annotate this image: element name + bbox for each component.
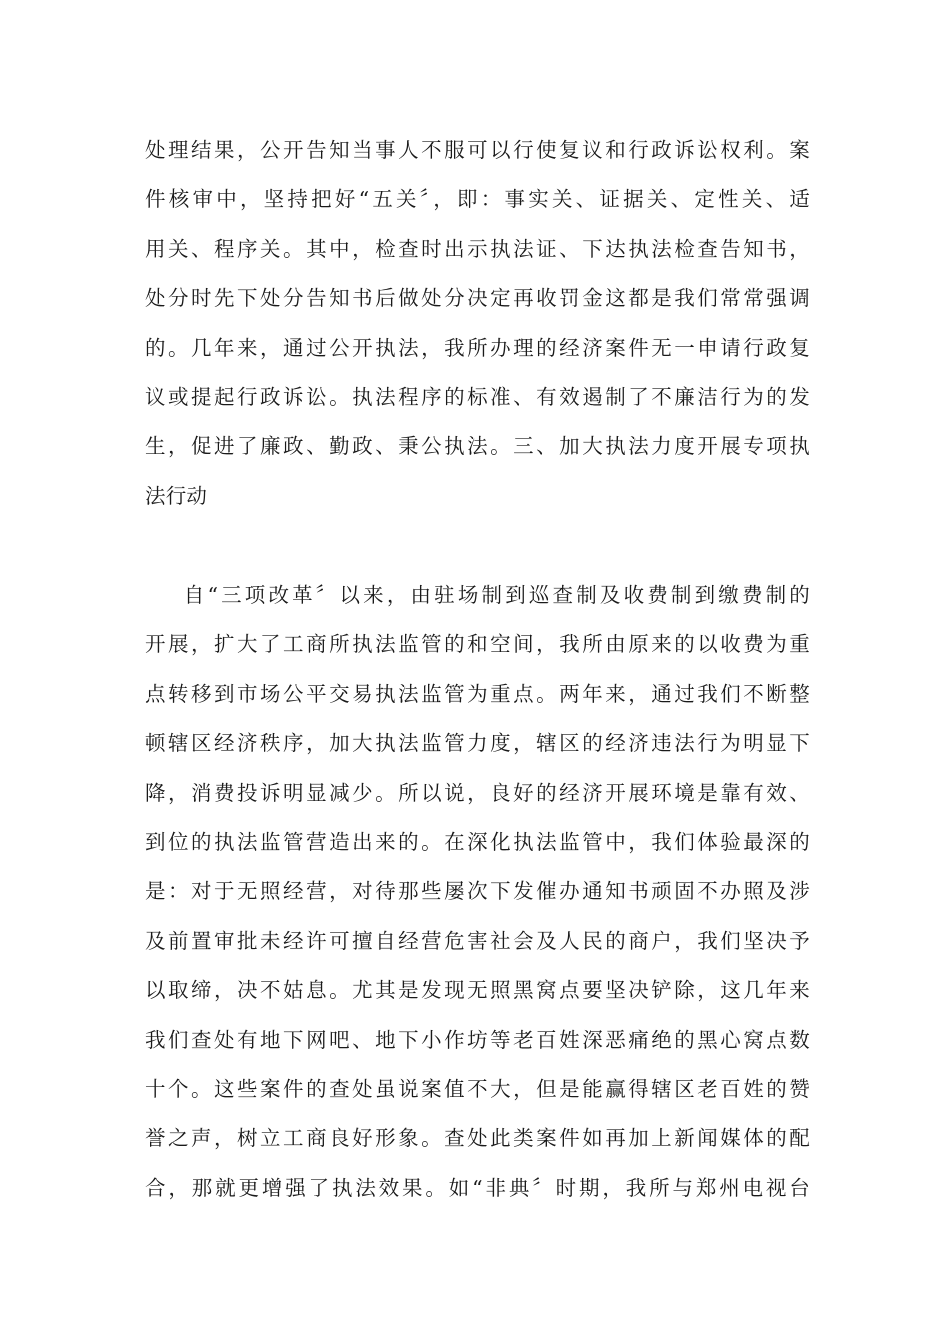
text-line: 以取缔，决不姑息。尤其是发现无照黑窝点要坚决铲除，这几年来 [145, 978, 810, 1003]
text-line: 十个。这些案件的查处虽说案值不大，但是能赢得辖区老百姓的赞 [145, 1076, 810, 1101]
text-line: 生，促进了廉政、勤政、秉公执法。三、加大执法力度开展专项执 [145, 434, 810, 459]
text-line: 件核审中，坚持把好“五关〞，即：事实关、证据关、定性关、适 [145, 187, 810, 212]
text-line: 处理结果，公开告知当事人不服可以行使复议和行政诉讼权利。案 [145, 138, 810, 162]
text-line: 及前置审批未经许可擅自经营危害社会及人民的商户，我们坚决予 [145, 928, 810, 953]
text-line: 的。几年来，通过公开执法，我所办理的经济案件无一申请行政复 [145, 335, 810, 360]
text-line: 处分时先下处分告知书后做处分决定再收罚金这都是我们常常强调 [145, 286, 810, 311]
text-line: 点转移到市场公平交易执法监管为重点。两年来，通过我们不断整 [145, 681, 810, 706]
text-line: 用关、程序关。其中，检查时出示执法证、下达执法检查告知书， [145, 236, 810, 261]
text-line: 开展，扩大了工商所执法监管的和空间，我所由原来的以收费为重 [145, 632, 810, 657]
text-line: 自“三项改革〞以来，由驻场制到巡查制及收费制到缴费制的 [145, 583, 810, 607]
text-line: 议或提起行政诉讼。执法程序的标准、有效遏制了不廉洁行为的发 [145, 384, 810, 409]
text-line: 顿辖区经济秩序，加大执法监管力度，辖区的经济违法行为明显下 [145, 731, 810, 756]
paragraph-1 [145, 126, 810, 521]
text-line: 到位的执法监管营造出来的。在深化执法监管中，我们体验最深的 [145, 829, 810, 854]
paragraph-2 [145, 571, 810, 1213]
text-line: 法行动 [145, 483, 208, 508]
text-line: 是：对于无照经营，对待那些屡次下发催办通知书顽固不办照及涉 [145, 879, 810, 904]
text-line: 合，那就更增强了执法效果。如“非典〞时期，我所与郑州电视台 [145, 1175, 810, 1200]
text-line: 誉之声，树立工商良好形象。查处此类案件如再加上新闻媒体的配 [145, 1126, 810, 1151]
text-line: 我们查处有地下网吧、地下小作坊等老百姓深恶痛绝的黑心窝点数 [145, 1027, 810, 1052]
text-line: 降，消费投诉明显减少。所以说，良好的经济开展环境是靠有效、 [145, 780, 810, 805]
